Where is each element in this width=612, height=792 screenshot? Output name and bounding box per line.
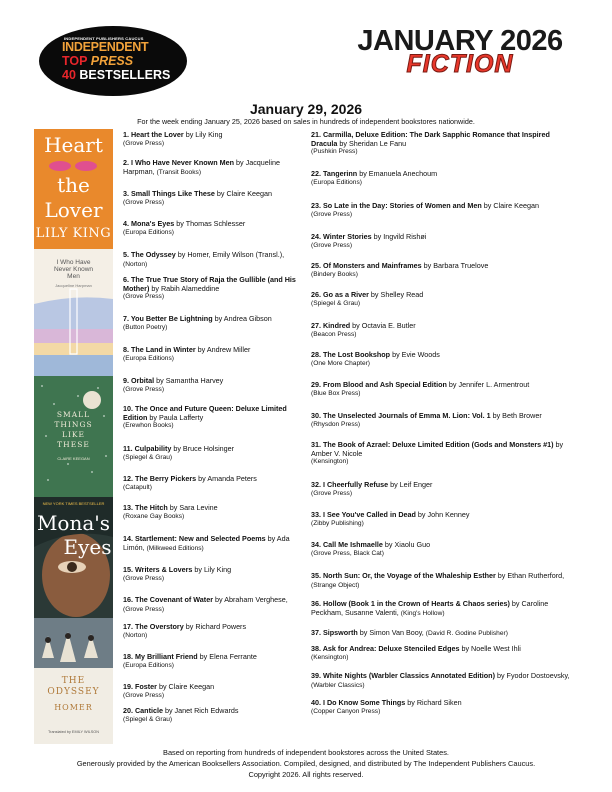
book-title: 19. Foster — [123, 682, 157, 691]
cover-text: Men — [67, 273, 80, 280]
book-publisher: (Kensington) — [311, 458, 349, 466]
list-item — [311, 412, 573, 429]
book-publisher: (Pushkin Press) — [311, 148, 358, 156]
footer-line-2: Generously provided by the American Booksellers Association. Compiled, designed, and distributed by The Independent Publishers Caucus. — [76, 759, 536, 768]
book-author: by Sara Levine — [167, 503, 218, 512]
book-title: 23. So Late in the Day: Stories of Women and Men — [311, 201, 482, 210]
list-item — [311, 699, 573, 716]
book-publisher: (Spiegel & Grau) — [123, 453, 173, 461]
book-author: by Bruce Holsinger — [171, 444, 235, 453]
book-publisher: (Grove Press) — [123, 691, 165, 699]
list-item — [123, 346, 306, 363]
cover-text: Eyes — [63, 535, 112, 559]
book-author: by Abraham Verghese, — [213, 595, 288, 604]
list-item — [311, 262, 573, 279]
footer-line-1: Based on reporting from hundreds of independent bookstores across the United States. — [163, 748, 449, 757]
list-item — [123, 475, 306, 492]
book-title: 12. The Berry Pickers — [123, 474, 197, 483]
list-item — [123, 596, 306, 614]
book-author: by Emanuela Anechoum — [357, 169, 438, 178]
book-author: by Claire Keegan — [481, 201, 539, 210]
cover-text: Never Known — [53, 266, 94, 273]
book-publisher: (Kensington) — [311, 653, 349, 661]
cover-illustration — [48, 160, 98, 172]
list-item — [123, 315, 306, 332]
cover-text: CLAIRE KEEGAN — [57, 456, 90, 461]
book-title: 31. The Book of Azrael: Deluxe Limited Edition (Gods and Monsters #1) — [311, 440, 554, 449]
book-title: 40. I Do Know Some Things — [311, 698, 406, 707]
book-title: 1. Heart the Lover — [123, 130, 184, 139]
logo-text-top-press — [62, 54, 133, 68]
cover-text — [34, 410, 113, 450]
cover-text: Heart — [44, 133, 103, 157]
list-item — [311, 291, 573, 308]
book-title: 17. The Overstory — [123, 622, 184, 631]
book-publisher: (Copper Canyon Press) — [311, 707, 381, 715]
list-item — [311, 381, 573, 398]
cover-text: the — [57, 173, 90, 197]
book-publisher: (Bindery Books) — [311, 270, 358, 278]
book-publisher: (Europa Editions) — [123, 354, 174, 362]
book-author: by Octavia E. Butler — [350, 321, 416, 330]
list-item — [123, 377, 306, 394]
book-title: 21. Carmilla, Deluxe Edition: The Dark Sapphic Romance that Inspired Dracula — [311, 130, 550, 148]
cover-text: NEW YORK TIMES BESTSELLER — [42, 501, 105, 506]
list-item — [123, 504, 306, 521]
book-author: by Elena Ferrante — [197, 652, 257, 661]
book-publisher: (Grove Press, Black Cat) — [311, 549, 384, 557]
cover-text — [34, 676, 113, 698]
list-item — [311, 600, 573, 618]
logo-text-top: TOP — [62, 54, 88, 68]
book-author: by Noelle West Ihli — [459, 644, 521, 653]
cover-text: THESE — [57, 440, 90, 449]
book-author: by Paula Lafferty — [147, 412, 204, 422]
book-title: 8. The Land in Winter — [123, 345, 196, 354]
list-item — [311, 233, 573, 250]
list-item — [123, 276, 306, 302]
book-author: by Andrea Gibson — [212, 314, 272, 323]
book-author: by Jennifer L. Armentrout — [446, 380, 530, 389]
book-author: by Caroline Peckham, Susanne Valenti, — [311, 599, 549, 617]
list-item — [311, 202, 573, 219]
list-item — [123, 405, 306, 431]
logo-text-bestsellers: BESTSELLERS — [79, 68, 171, 82]
list-item — [123, 445, 306, 462]
cover-text: Jacqueline Harpman — [55, 283, 92, 288]
cover-text: SMALL — [56, 410, 91, 419]
book-author: by Beth Brower — [490, 411, 542, 420]
book-author: by Ingvild Rishøi — [371, 232, 427, 241]
cover-small-things-like-these — [34, 376, 113, 497]
cover-text: LIKE — [61, 430, 86, 439]
book-author: by Lily King — [192, 565, 232, 574]
book-publisher: (Spiegel & Grau) — [123, 715, 173, 723]
book-title: 2. I Who Have Never Known Men — [123, 158, 235, 167]
book-title: 32. I Cheerfully Refuse — [311, 480, 389, 489]
book-publisher: (Grove Press) — [311, 210, 353, 218]
list-item — [123, 535, 306, 553]
list-item — [123, 653, 306, 670]
book-title: 6. The True True Story of Raja the Gullible (and His Mother) — [123, 275, 296, 293]
book-author: by Fyodor Dostoevsky, — [494, 671, 570, 680]
book-author: by Shelley Read — [368, 290, 424, 299]
book-title: 24. Winter Stories — [311, 232, 372, 241]
book-title: 14. Startlement: New and Selected Poems — [123, 534, 266, 543]
book-title: 20. Canticle — [123, 706, 163, 715]
book-publisher: (Erewhon Books) — [123, 422, 174, 430]
list-item — [311, 481, 573, 498]
cover-heart-the-lover — [34, 129, 113, 249]
book-publisher: (Rhysdon Press) — [311, 420, 361, 428]
list-item — [123, 159, 306, 177]
cover-text: HOMER — [54, 703, 93, 712]
list-item — [123, 566, 306, 583]
book-author: by Richard Powers — [183, 622, 247, 631]
book-publisher: (Catapult) — [123, 483, 152, 491]
list-item — [123, 220, 306, 237]
book-title: 4. Mona's Eyes — [123, 219, 175, 228]
cover-text: LILY KING — [35, 226, 112, 241]
cover-text: I Who Have — [56, 259, 91, 266]
book-title: 35. North Sun: Or, the Voyage of the Whaleship Esther — [311, 571, 496, 580]
book-title: 11. Culpability — [123, 444, 172, 453]
book-title: 26. Go as a River — [311, 290, 369, 299]
book-title: 30. The Unselected Journals of Emma M. Lion: Vol. 1 — [311, 411, 491, 420]
cover-text: THINGS — [54, 420, 93, 429]
book-publisher: (King's Hollow) — [400, 609, 445, 617]
book-publisher: (Grove Press) — [311, 241, 353, 249]
book-author: by Amanda Peters — [196, 474, 257, 483]
book-publisher: (Milkweed Editions) — [146, 544, 204, 552]
book-title: 25. Of Monsters and Mainframes — [311, 261, 422, 270]
book-author: by Homer, Emily Wilson (Transl.), — [175, 250, 285, 259]
book-title: 18. My Brilliant Friend — [123, 652, 198, 661]
list-item — [311, 441, 573, 467]
book-publisher: (Europa Editions) — [123, 228, 174, 236]
book-title: 7. You Better Be Lightning — [123, 314, 213, 323]
book-publisher: (Beacon Press) — [311, 330, 357, 338]
book-publisher: (One More Chapter) — [311, 359, 370, 367]
book-author: by Ada Limón, — [123, 534, 290, 552]
cover-the-odyssey — [34, 618, 113, 744]
cover-text: Translated by EMILY WILSON — [48, 730, 99, 734]
list-item — [123, 251, 306, 269]
book-title: 34. Call Me Ishmaelle — [311, 540, 383, 549]
book-publisher: (Grove Press) — [123, 605, 165, 613]
book-title: 27. Kindred — [311, 321, 351, 330]
book-publisher: (Blue Box Press) — [311, 389, 361, 397]
book-title: 37. Sipsworth — [311, 628, 358, 637]
list-subtitle: For the week ending January 25, 2026 based on sales in hundreds of independent bookstores nationwide. — [137, 117, 475, 126]
book-author: by Andrew Miller — [195, 345, 251, 354]
book-author: by Xiaolu Guo — [382, 540, 431, 549]
book-author: by Amber V. Nicole — [311, 440, 564, 458]
book-author: by Jacqueline Harpman, — [123, 158, 280, 176]
book-author: by Sheridan Le Fanu — [337, 138, 407, 148]
logo-text-40-bestsellers — [62, 68, 170, 82]
book-publisher: (Grove Press) — [123, 385, 165, 393]
book-publisher: (Grove Press) — [311, 489, 353, 497]
cover-monas-eyes — [34, 497, 113, 618]
book-title: 5. The Odyssey — [123, 250, 176, 259]
book-publisher: (Grove Press) — [123, 293, 165, 301]
book-author: by Lily King — [183, 130, 223, 139]
list-item — [311, 511, 573, 528]
book-title: 15. Writers & Lovers — [123, 565, 193, 574]
list-item — [311, 572, 573, 590]
list-date: January 29, 2026 — [249, 101, 363, 117]
book-title: 29. From Blood and Ash Special Edition — [311, 380, 447, 389]
cover-text: Lover — [44, 198, 103, 222]
list-item — [311, 629, 573, 639]
book-author: by Leif Enger — [388, 480, 433, 489]
book-publisher: (Norton) — [123, 260, 148, 268]
genre-title: FICTION — [406, 50, 514, 78]
list-item — [123, 707, 306, 724]
cover-i-who-have-never-known-men — [34, 249, 113, 376]
cover-text: THE — [61, 676, 86, 686]
list-item — [311, 322, 573, 339]
list-item — [123, 131, 306, 148]
list-item — [311, 351, 573, 368]
list-item — [311, 170, 573, 187]
book-publisher: (Warbler Classics) — [311, 681, 365, 689]
book-author: by Thomas Schlesser — [174, 219, 246, 228]
book-publisher: (Grove Press) — [123, 198, 165, 206]
book-publisher: (David R. Godine Publisher) — [425, 630, 508, 637]
list-item — [123, 190, 306, 207]
book-publisher: (Strange Object) — [311, 581, 360, 589]
book-publisher: (Europa Editions) — [123, 661, 174, 669]
book-publisher: (Roxane Gay Books) — [123, 512, 185, 520]
book-author: by Claire Keegan — [214, 189, 273, 198]
logo-caption: INDEPENDENT PUBLISHERS CAUCUS — [64, 36, 144, 41]
book-title: 16. The Covenant of Water — [123, 595, 213, 604]
book-title: 3. Small Things Like These — [123, 189, 215, 198]
list-item — [311, 645, 573, 662]
logo-text-40: 40 — [62, 68, 76, 82]
book-title: 10. The Once and Future Queen: Deluxe Limited Edition — [123, 404, 287, 422]
book-title: 9. Orbital — [123, 376, 155, 385]
list-item — [311, 131, 573, 157]
book-author: by Claire Keegan — [156, 682, 215, 691]
book-author: by Janet Rich Edwards — [162, 706, 239, 715]
book-author: by Barbara Truelove — [421, 261, 489, 270]
book-title: 28. The Lost Bookshop — [311, 350, 391, 359]
book-publisher: (Spiegel & Grau) — [311, 299, 361, 307]
book-publisher: (Europa Editions) — [311, 178, 362, 186]
book-publisher: (Grove Press) — [123, 574, 165, 582]
list-item — [311, 672, 573, 690]
logo-text-press: PRESS — [90, 54, 134, 68]
logo-text-independent: INDEPENDENT — [62, 40, 149, 54]
book-author: by Ethan Rutherford, — [495, 571, 565, 580]
book-title: 13. The Hitch — [123, 503, 168, 512]
book-publisher: (Button Poetry) — [123, 323, 168, 331]
book-author: by Richard Siken — [405, 698, 462, 707]
cover-text: ODYSSEY — [47, 687, 100, 697]
book-author: by Rabih Alameddine — [149, 283, 220, 293]
footer-copyright: Copyright 2026. All rights reserved. — [248, 770, 364, 779]
cover-text: Mona's — [36, 511, 111, 535]
list-item — [123, 623, 306, 640]
book-author: by Evie Woods — [390, 350, 440, 359]
book-title: 38. Ask for Andrea: Deluxe Stenciled Edges — [311, 644, 460, 653]
book-publisher: (Grove Press) — [123, 139, 165, 147]
book-publisher: (Norton) — [123, 631, 148, 639]
book-title: 22. Tangerinn — [311, 169, 358, 178]
cover-text — [34, 259, 113, 280]
book-title: 36. Hollow (Book 1 in the Crown of Hearts & Chaos series) — [311, 599, 510, 608]
list-item — [123, 683, 306, 700]
list-item — [311, 541, 573, 558]
book-title: 39. White Nights (Warbler Classics Annotated Edition) — [311, 671, 495, 680]
book-author: by John Kenney — [415, 510, 470, 519]
month-title: JANUARY 2026 — [357, 25, 563, 57]
book-title: 33. I See You've Called in Dead — [311, 510, 416, 519]
book-author: by Simon Van Booy, — [357, 628, 424, 637]
book-author: by Samantha Harvey — [154, 376, 224, 385]
book-publisher: (Transit Books) — [156, 168, 202, 176]
book-publisher: (Zibby Publishing) — [311, 519, 364, 527]
